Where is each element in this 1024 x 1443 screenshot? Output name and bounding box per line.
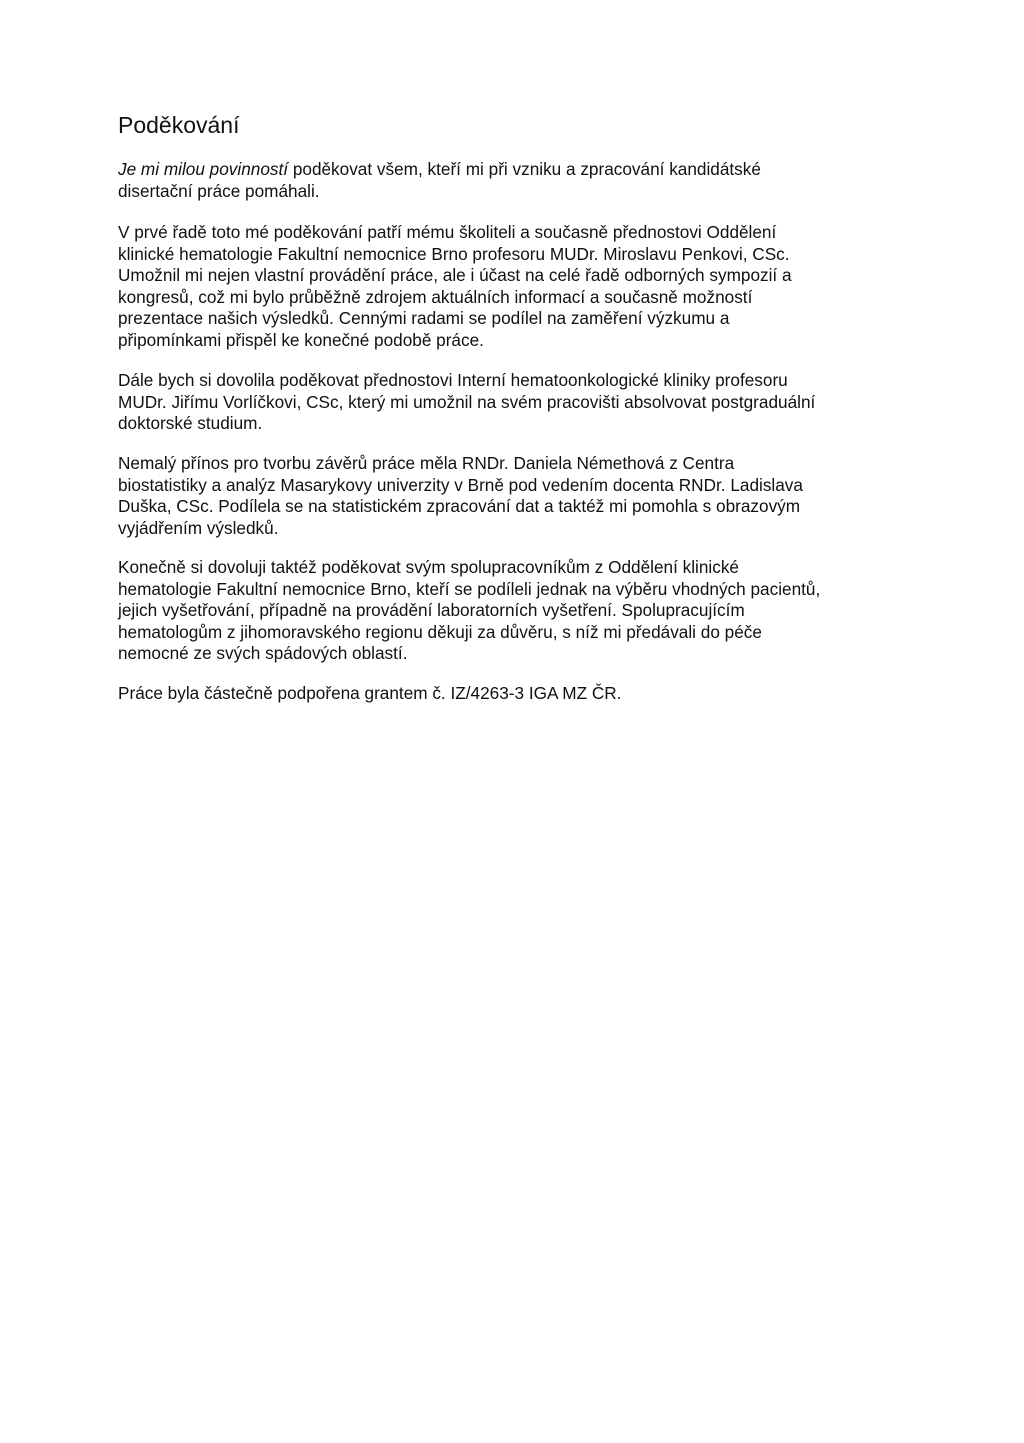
paragraph-line: doktorské studium. bbox=[118, 413, 263, 433]
paragraph-line bbox=[118, 159, 898, 181]
paragraph-line: kongresů, což mi bylo průběžně zdrojem aktuálních informací a současně možností bbox=[118, 286, 753, 307]
paragraph-intro bbox=[118, 159, 898, 202]
paragraph-line: disertační práce pomáhali. bbox=[118, 180, 320, 201]
paragraph-line: V prvé řadě toto mé poděkování patří mému školiteli a současně přednostovi Oddělení bbox=[118, 222, 777, 242]
paragraph-line: Umožnil mi nejen vlastní provádění práce, ale i účast na celé řadě odborných sympozií a bbox=[118, 265, 792, 285]
paragraph-supervisor bbox=[118, 222, 898, 351]
paragraph-line: klinické hematologie Fakultní nemocnice Brno profesoru MUDr. Miroslavu Penkovi, CSc. bbox=[118, 243, 790, 264]
emphasized-text: Je mi milou povinností bbox=[118, 159, 289, 179]
paragraph-line: Nemalý přínos pro tvorbu závěrů práce měla RNDr. Daniela Némethová z Centra bbox=[118, 453, 735, 473]
paragraph-clinic-head bbox=[118, 370, 898, 435]
paragraph-line: nemocné ze svých spádových oblastí. bbox=[118, 643, 408, 663]
paragraph-line: Práce byla částečně podpořena grantem č. IZ/4263-3 IGA MZ ČR. bbox=[118, 683, 622, 703]
paragraph-line: Konečně si dovoluji taktéž poděkovat svým spolupracovníkům z Oddělení klinické bbox=[118, 557, 739, 577]
paragraph-line: Dále bych si dovolila poděkovat přednostovi Interní hematoonkologické kliniky profesoru bbox=[118, 370, 788, 390]
page-title: Poděkování bbox=[118, 112, 240, 138]
paragraph-line: vyjádřením výsledků. bbox=[118, 517, 279, 538]
paragraph-line: jejich vyšetřování, případně na provádění laboratorních vyšetření. Spolupracujícím bbox=[118, 600, 745, 620]
paragraph-colleagues bbox=[118, 557, 898, 665]
line-text: poděkovat všem, kteří mi při vzniku a zpracování kandidátské bbox=[288, 159, 761, 179]
paragraph-statistics bbox=[118, 453, 898, 539]
paragraph-line: prezentace našich výsledků. Cennými radami se podílel na zaměření výzkumu a bbox=[118, 308, 730, 328]
paragraph-line: Duška, CSc. Podílela se na statistickém zpracování dat a taktéž mi pomohla s obrazovým bbox=[118, 496, 801, 516]
paragraph-line: hematologie Fakultní nemocnice Brno, kteří se podíleli jednak na výběru vhodných pacientů, bbox=[118, 578, 821, 599]
paragraph-grant bbox=[118, 683, 898, 705]
paragraph-line: hematologům z jihomoravského regionu děkuji za důvěru, s níž mi předávali do péče bbox=[118, 621, 762, 642]
paragraph-line: biostatistiky a analýz Masarykovy univerzity v Brně pod vedením docenta RNDr. Ladislava bbox=[118, 474, 803, 495]
paragraph-line: MUDr. Jiřímu Vorlíčkovi, CSc, který mi umožnil na svém pracovišti absolvovat postgraduální bbox=[118, 391, 816, 412]
paragraph-line: připomínkami přispěl ke konečné podobě práce. bbox=[118, 329, 484, 350]
